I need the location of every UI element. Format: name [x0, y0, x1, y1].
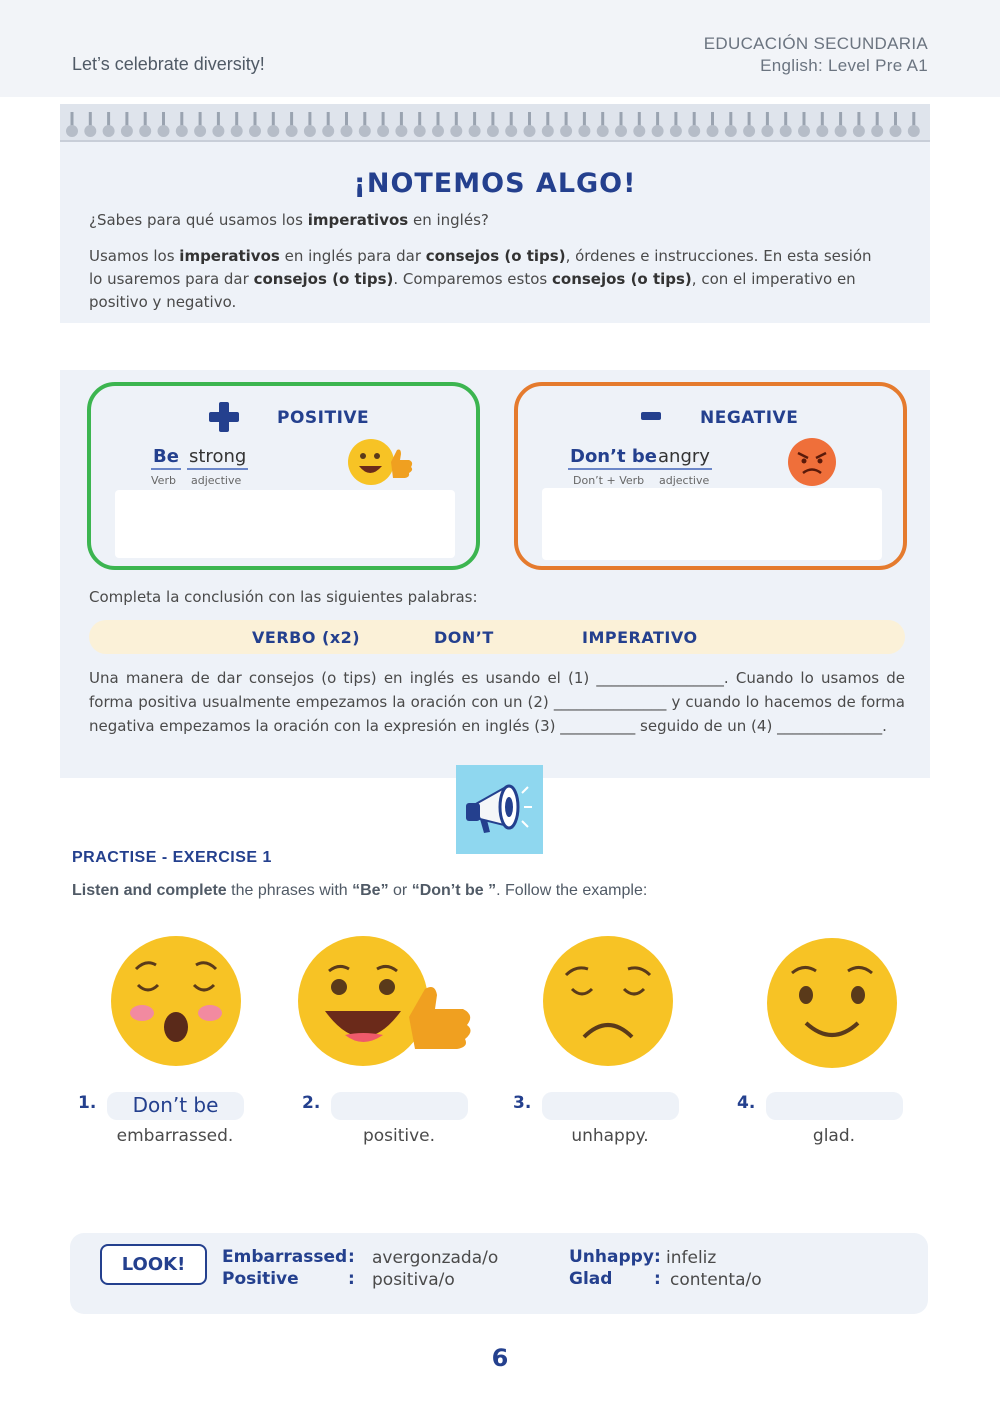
completion-instruction: Completa la conclusión con las siguientes palabras: — [89, 588, 478, 606]
exercise-title: PRACTISE - EXERCISE 1 — [72, 849, 272, 866]
note-p1: Usamos los — [89, 247, 180, 265]
spiral-ring-hole — [871, 125, 883, 137]
item-3-number: 3. — [513, 1093, 532, 1113]
angry-face-icon — [786, 436, 838, 488]
instr-bold2: “Be” — [352, 882, 389, 899]
compare-panel — [60, 370, 930, 778]
glossary-def-unhappy: infeliz — [666, 1248, 717, 1268]
negative-adjective: angry — [656, 446, 712, 470]
spiral-ring-hole — [853, 125, 865, 137]
spiral-ring-hole — [487, 125, 499, 137]
note-p3: en inglés para dar — [279, 247, 426, 265]
plus-icon — [207, 400, 241, 434]
instr-bold3: “Don’t be ” — [411, 882, 497, 899]
item-2-word: positive. — [362, 1126, 436, 1146]
item-4-number: 4. — [737, 1093, 756, 1113]
header-title: Let’s celebrate diversity! — [72, 54, 265, 74]
page-header — [0, 0, 1000, 97]
spiral-ring-hole — [505, 125, 517, 137]
positive-verb: Be — [151, 446, 181, 470]
glossary-term-embarrassed: Embarrassed — [222, 1247, 348, 1267]
glossary-term-unhappy: Unhappy — [569, 1247, 654, 1267]
header-level-line1: EDUCACIÓN SECUNDARIA — [703, 34, 928, 53]
smiley-thumbs-up-icon — [347, 436, 419, 488]
instr-mid1: the phrases with — [226, 882, 353, 899]
note-p7: . Comparemos estos — [393, 270, 552, 288]
spiral-ring-hole — [432, 125, 444, 137]
note-p5: , órdenes e instrucciones. En esta sesión lo usaremos para dar — [89, 247, 872, 288]
spiral-ring-hole — [597, 125, 609, 137]
negative-write-area[interactable] — [542, 488, 882, 560]
spiral-ring-hole — [103, 125, 115, 137]
word-bank-item-imperativo: IMPERATIVO — [582, 628, 698, 647]
spiral-ring-hole — [377, 125, 389, 137]
spiral-ring-hole — [707, 125, 719, 137]
spiral-ring-hole — [578, 125, 590, 137]
instr-end: . Follow the example: — [496, 882, 648, 899]
embarrassed-face-icon — [110, 935, 242, 1067]
negative-verb-caption: Don’t + Verb — [573, 474, 645, 487]
spiral-ring-hole — [121, 125, 133, 137]
spiral-ring-hole — [267, 125, 279, 137]
spiral-ring-hole — [450, 125, 462, 137]
spiral-ring-hole — [524, 125, 536, 137]
spiral-ring-hole — [615, 125, 627, 137]
note-q-post: en inglés? — [408, 211, 489, 229]
instr-mid2: or — [388, 882, 412, 899]
spiral-ring-hole — [359, 125, 371, 137]
instr-bold1: Listen and complete — [72, 882, 227, 899]
spiral-ring-hole — [194, 125, 206, 137]
spiral-ring-hole — [835, 125, 847, 137]
positive-verb-caption: Verb — [151, 474, 176, 487]
page-number: 6 — [491, 1344, 509, 1372]
glossary-colon: : — [348, 1247, 355, 1267]
spiral-ring-hole — [725, 125, 737, 137]
note-question — [89, 211, 489, 229]
item-3-word: unhappy. — [571, 1126, 649, 1146]
word-bank-item-dont: DON’T — [434, 628, 494, 647]
audio-play-button[interactable] — [456, 765, 543, 854]
item-4-word: glad. — [812, 1126, 856, 1146]
glossary-def-embarrassed: avergonzada/o — [372, 1248, 499, 1268]
spiral-ring-hole — [890, 125, 902, 137]
look-glossary-panel — [70, 1233, 928, 1314]
spiral-ring-hole — [212, 125, 224, 137]
note-p2: imperativos — [179, 247, 280, 265]
item-1-answer[interactable]: Don’t be — [107, 1092, 244, 1120]
item-1-word: embarrassed. — [116, 1126, 234, 1146]
negative-verb: Don’t be — [568, 446, 659, 470]
notemos-algo-panel — [60, 104, 930, 323]
spiral-ring-hole — [139, 125, 151, 137]
note-q-pre: ¿Sabes para qué usamos los — [89, 211, 308, 229]
note-title: ¡NOTEMOS ALGO! — [353, 168, 637, 199]
glossary-term-glad: Glad — [569, 1269, 613, 1289]
positive-adjective-caption: adjective — [191, 474, 242, 487]
spiral-ring-hole — [908, 125, 920, 137]
spiral-ring-hole — [158, 125, 170, 137]
spiral-ring-hole — [322, 125, 334, 137]
negative-adjective-caption: adjective — [659, 474, 710, 487]
header-level-line2: English: Level Pre A1 — [760, 56, 928, 75]
spiral-ring-hole — [761, 125, 773, 137]
glossary-colon: : — [654, 1269, 661, 1289]
spiral-ring-hole — [469, 125, 481, 137]
look-button: LOOK! — [100, 1244, 207, 1285]
conclusion-text[interactable]: Una manera de dar consejos (o tips) en inglés es usando el (1) _________________. Cuando lo usamos de forma positiva usualmente empezamos la oración con un (2) _______________ y cuando lo hacemos de forma negativa empezamos la oración con la expresión en inglés (3) __________ seguido de un (4) ______________. — [89, 669, 905, 735]
glossary-def-positive: positiva/o — [372, 1270, 455, 1290]
spiral-ring-hole — [670, 125, 682, 137]
megaphone-icon — [456, 765, 543, 854]
spiral-ring-hole — [542, 125, 554, 137]
positive-adjective: strong — [187, 446, 248, 470]
spiral-ring-hole — [66, 125, 78, 137]
spiral-ring-hole — [633, 125, 645, 137]
glossary-colon: : — [348, 1269, 355, 1289]
unhappy-face-icon — [542, 935, 674, 1067]
note-q-bold: imperativos — [307, 211, 409, 229]
item-2-answer[interactable] — [331, 1092, 468, 1120]
item-4-answer[interactable] — [766, 1092, 903, 1120]
word-bank — [89, 620, 905, 654]
glad-face-icon — [766, 937, 898, 1069]
note-p9: , con el imperativo en positivo y negativo. — [89, 270, 856, 311]
word-bank-item-verbo: VERBO (x2) — [252, 628, 361, 647]
positive-box — [87, 382, 480, 570]
negative-label: NEGATIVE — [700, 408, 799, 428]
note-p8: consejos (o tips) — [552, 270, 692, 288]
item-3-answer[interactable] — [542, 1092, 679, 1120]
spiral-ring-hole — [249, 125, 261, 137]
spiral-ring-hole — [341, 125, 353, 137]
note-p4: consejos (o tips) — [425, 247, 566, 265]
positive-write-area[interactable] — [115, 490, 455, 558]
spiral-rings — [60, 104, 930, 142]
spiral-ring-hole — [286, 125, 298, 137]
spiral-ring-hole — [395, 125, 407, 137]
spiral-ring-hole — [652, 125, 664, 137]
spiral-ring-hole — [816, 125, 828, 137]
spiral-binding — [60, 104, 930, 142]
spiral-ring-hole — [780, 125, 792, 137]
minus-icon — [640, 410, 662, 422]
note-p6: consejos (o tips) — [253, 270, 394, 288]
header-level — [704, 33, 928, 77]
spiral-ring-hole — [560, 125, 572, 137]
spiral-ring-hole — [798, 125, 810, 137]
glossary-def-glad: contenta/o — [670, 1270, 762, 1290]
spiral-ring-hole — [84, 125, 96, 137]
note-paragraph — [89, 245, 889, 314]
spiral-ring-hole — [414, 125, 426, 137]
spiral-ring-hole — [688, 125, 700, 137]
item-1-number: 1. — [78, 1093, 97, 1113]
exercise-instruction — [72, 882, 647, 900]
glossary-colon: : — [654, 1247, 661, 1267]
item-2-number: 2. — [302, 1093, 321, 1113]
spiral-ring-hole — [304, 125, 316, 137]
positive-label: POSITIVE — [277, 408, 370, 428]
spiral-ring-hole — [176, 125, 188, 137]
spiral-ring-hole — [743, 125, 755, 137]
negative-box — [514, 382, 907, 570]
spiral-ring-hole — [231, 125, 243, 137]
glossary-term-positive: Positive — [222, 1269, 299, 1289]
thumbs-up-face-icon — [297, 935, 477, 1067]
